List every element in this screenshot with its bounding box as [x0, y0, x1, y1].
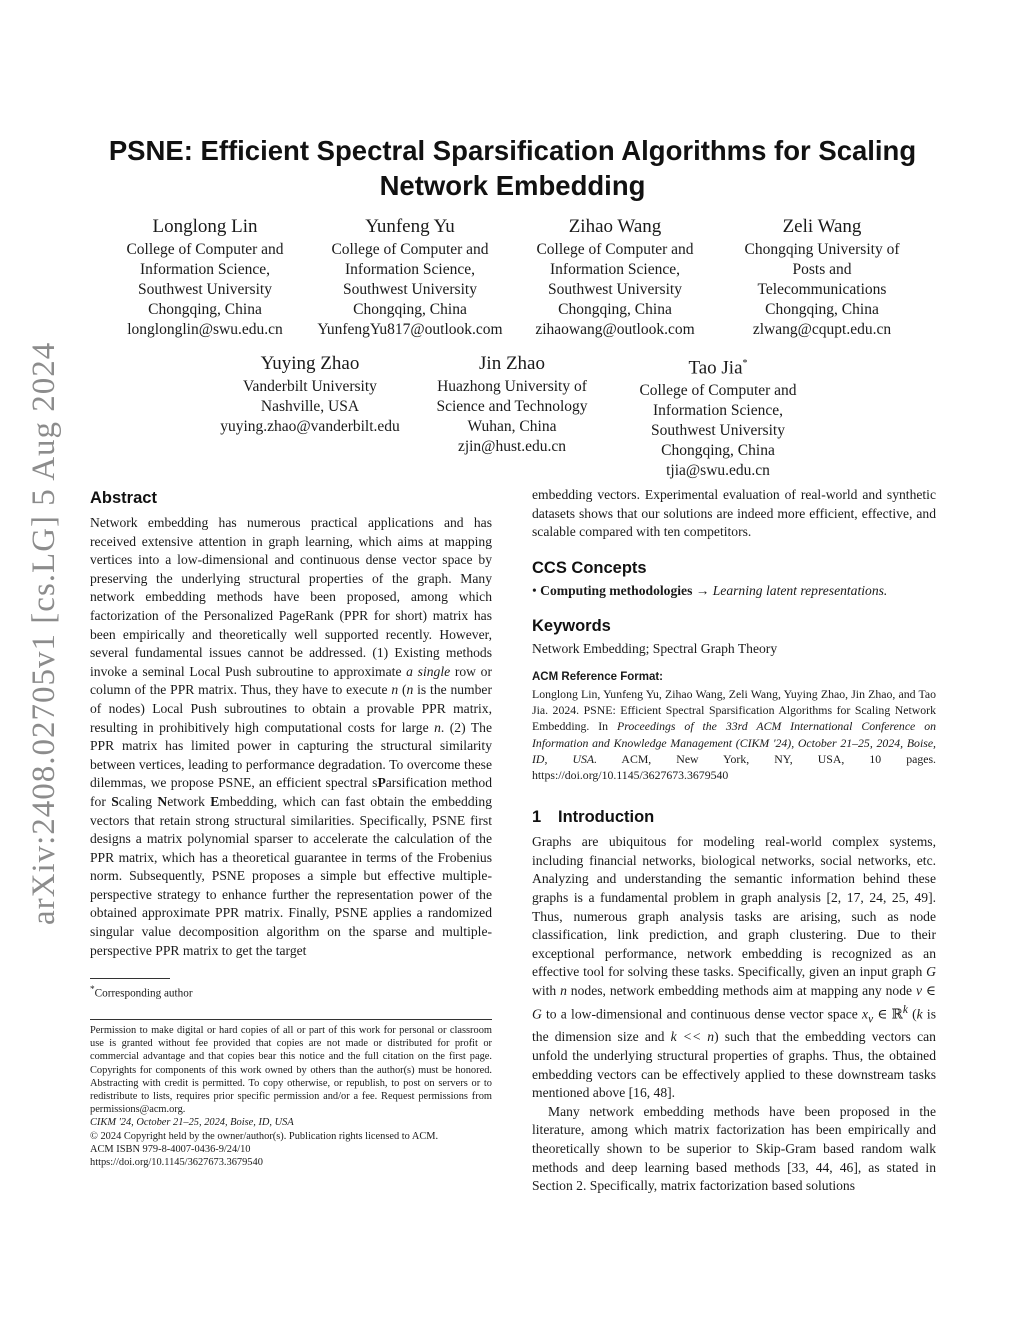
permission-rule [90, 1019, 492, 1020]
author-affiliation: Southwest University [138, 281, 272, 298]
author-email[interactable]: YunfengYu817@outlook.com [317, 321, 503, 338]
arxiv-identifier: arXiv:2408.02705v1 [cs.LG] 5 Aug 2024 [26, 341, 62, 925]
author-location: Chongqing, China [353, 301, 467, 318]
conference-info: CIKM '24, October 21–25, 2024, Boise, ID, USA [90, 1117, 294, 1129]
title-line-1: PSNE: Efficient Spectral Sparsification Algorithms for Scaling [108, 135, 917, 166]
doi-link[interactable]: https://doi.org/10.1145/3627673.3679540 [90, 1157, 263, 1169]
author-email[interactable]: longlonglin@swu.edu.cn [127, 321, 283, 338]
reference-format-heading: ACM Reference Format: [532, 670, 663, 683]
author-affiliation: Telecommunications [757, 281, 887, 298]
author-block [305, 214, 515, 340]
author-name: Tao Jia* [688, 357, 748, 379]
author-name: Zeli Wang [782, 216, 862, 237]
author-affiliation: Southwest University [651, 422, 785, 440]
author-affiliation: College of Computer and [126, 241, 284, 258]
ccs-heading: CCS Concepts [532, 558, 647, 577]
author-email[interactable]: yuying.zhao@vanderbilt.edu [220, 418, 400, 435]
author-email[interactable]: zjin@hust.edu.cn [457, 438, 567, 455]
ccs-concepts: • Computing methodologies → Learning latent representations. [532, 582, 888, 598]
author-affiliation: College of Computer and [639, 382, 797, 400]
author-block [515, 214, 715, 340]
copyright-notice: © 2024 Copyright held by the owner/author(s). Publication rights licensed to ACM. [90, 1130, 439, 1142]
right-column [532, 486, 936, 1196]
author-block [618, 351, 818, 481]
author-email[interactable]: zlwang@cqupt.edu.cn [752, 321, 892, 338]
author-block [105, 214, 305, 340]
introduction-paragraph-2: Many network embedding methods have been proposed in the literature, among which matrix factorization has been empirically and theoretically shown to be superior to Skip-Gram based random walk methods and deep learning based methods [33, 44, 46], as stated in Section 2. Specifically, matrix factorization based solutions [532, 1103, 936, 1194]
author-location: Chongqing, China [661, 442, 775, 460]
author-location: Chongqing, China [765, 301, 879, 318]
reference-format-text: Longlong Lin, Yunfeng Yu, Zihao Wang, Zeli Wang, Yuying Zhao, Jin Zhao, and Tao Jia. 2024. PSNE: Efficient Spectral Sparsification Algorithms for Scaling Network Embedding. In Proceedings of the 33rd ACM International Conference on Information and Knowledge Management (CIKM '24), October 21–25, 2024, Boise, ID, USA. ACM, New York, NY, USA, 10 pages. https://doi.org/10.1145/3627673.3679540 [532, 686, 937, 782]
author-block [205, 351, 415, 437]
keywords-text: Network Embedding; Spectral Graph Theory [532, 641, 778, 657]
author-affiliation: Vanderbilt University [243, 378, 377, 395]
author-name: Longlong Lin [152, 216, 258, 237]
author-affiliation: Information Science, [550, 261, 680, 278]
author-name: Zihao Wang [568, 216, 662, 237]
left-column [90, 486, 492, 1169]
author-location: Chongqing, China [148, 301, 262, 318]
author-affiliation: Southwest University [548, 281, 682, 298]
author-block [722, 214, 922, 340]
author-affiliation: Information Science, [345, 261, 475, 278]
keywords-heading: Keywords [532, 617, 611, 636]
corresponding-footnote: *Corresponding author [90, 985, 193, 1000]
author-affiliation: Chongqing University of [744, 241, 900, 258]
isbn: ACM ISBN 979-8-4007-0436-9/24/10 [90, 1143, 251, 1155]
author-block [412, 351, 612, 457]
author-affiliation: College of Computer and [536, 241, 694, 258]
author-location: Nashville, USA [260, 398, 360, 415]
author-affiliation: Information Science, [140, 261, 270, 278]
author-location: Wuhan, China [467, 418, 557, 435]
paper-title [90, 133, 935, 203]
author-affiliation: Southwest University [343, 281, 477, 298]
author-email[interactable]: tjia@swu.edu.cn [666, 462, 770, 480]
author-affiliation: College of Computer and [331, 241, 489, 258]
footnote-rule [90, 978, 170, 979]
corresponding-mark: * [742, 358, 748, 369]
introduction-heading: 1 Introduction [532, 808, 655, 827]
author-affiliation: Science and Technology [436, 398, 588, 415]
author-email[interactable]: zihaowang@outlook.com [535, 321, 695, 338]
author-affiliation: Posts and [792, 261, 852, 278]
abstract-heading: Abstract [90, 489, 157, 507]
author-name: Yuying Zhao [260, 353, 360, 374]
permission-notice: Permission to make digital or hard copies of all or part of this work for personal or classroom use is granted without fee provided that copies are not made or distributed for profit or commercial advantage and that copies bear this notice and the full citation on the first page. Copyrights for components of this work owned by others than the author(s) must be honored. Abstracting with credit is permitted. To copy otherwise, or republish, to post on servers or to redistribute to lists, requires prior specific permission and/or a fee. Request permissions from permissions@acm.org. [90, 1024, 492, 1116]
abstract-text: Network embedding has numerous practical applications and has received extensive attention in graph learning, which aims at mapping vertices into a low-dimensional and continuous dense vector space by preserving the underlying structural properties of the graph. Many network embedding methods have been proposed, among which factorization of the Personalized PageRank (PPR for short) matrix has been empirically and theoretically well supported recently. However, several fundamental issues cannot be addressed. (1) Existing methods invoke a seminal Local Push subroutine to approximate a single row or column of the PPR matrix. Thus, they have to execute n (n is the number of nodes) Local Push subroutines to obtain a provable PPR matrix, resulting in prohibitively high computational costs for large n. (2) The PPR matrix has limited power in capturing the structural similarity between vertices, leading to performance degradation. To overcome these dilemmas, we propose PSNE, an efficient spectral sParsification method for Scaling Network Embedding, which can fast obtain the embedding vectors that retain strong structural similarities. Specifically, PSNE first designs a matrix polynomial sparser to accelerate the calculation of the PPR matrix, which has a theoretical guarantee in terms of the Frobenius norm. Subsequently, PSNE proposes a simple but effective multiple-perspective strategy to enhance further the representation power of the obtained approximate PPR matrix. Finally, PSNE applies a randomized singular value decomposition algorithm on the sparse and multiple-perspective PPR matrix to get the target [90, 515, 493, 958]
author-name: Jin Zhao [479, 353, 545, 374]
title-line-2: Network Embedding [379, 170, 646, 201]
author-location: Chongqing, China [558, 301, 672, 318]
author-name: Yunfeng Yu [365, 216, 455, 237]
introduction-paragraph-1: Graphs are ubiquitous for modeling real-world complex systems, including financial networks, biological networks, social networks, etc. Analyzing and understanding the semantic information behind these graphs is a fundamental problem in graph analysis [2, 17, 24, 25, 49]. Thus, numerous graph analysis tasks are arising, such as node classification, link prediction, and graph clustering. Due to their exceptional performance, network embedding is recognized as an effective tool for solving these tasks. Specifically, given an input graph G with n nodes, network embedding methods aim at mapping any node v ∈ G to a low-dimensional and continuous dense vector space $x_v$ ∈ ℝ$^k$ (k is the dimension size and k << n) such that the embedding vectors can unfold the underlying structural properties of graphs. Thus, the obtained embedding vectors can be effectively applied to these downstream tasks mentioned above [16, 48]. [532, 834, 936, 1101]
author-affiliation: Huazhong University of [437, 378, 587, 395]
author-affiliation: Information Science, [653, 402, 783, 420]
abstract-continued: embedding vectors. Experimental evaluation of real-world and synthetic datasets shows that our solutions are indeed more efficient, effective, and scalable compared with ten competitors. [532, 487, 936, 540]
